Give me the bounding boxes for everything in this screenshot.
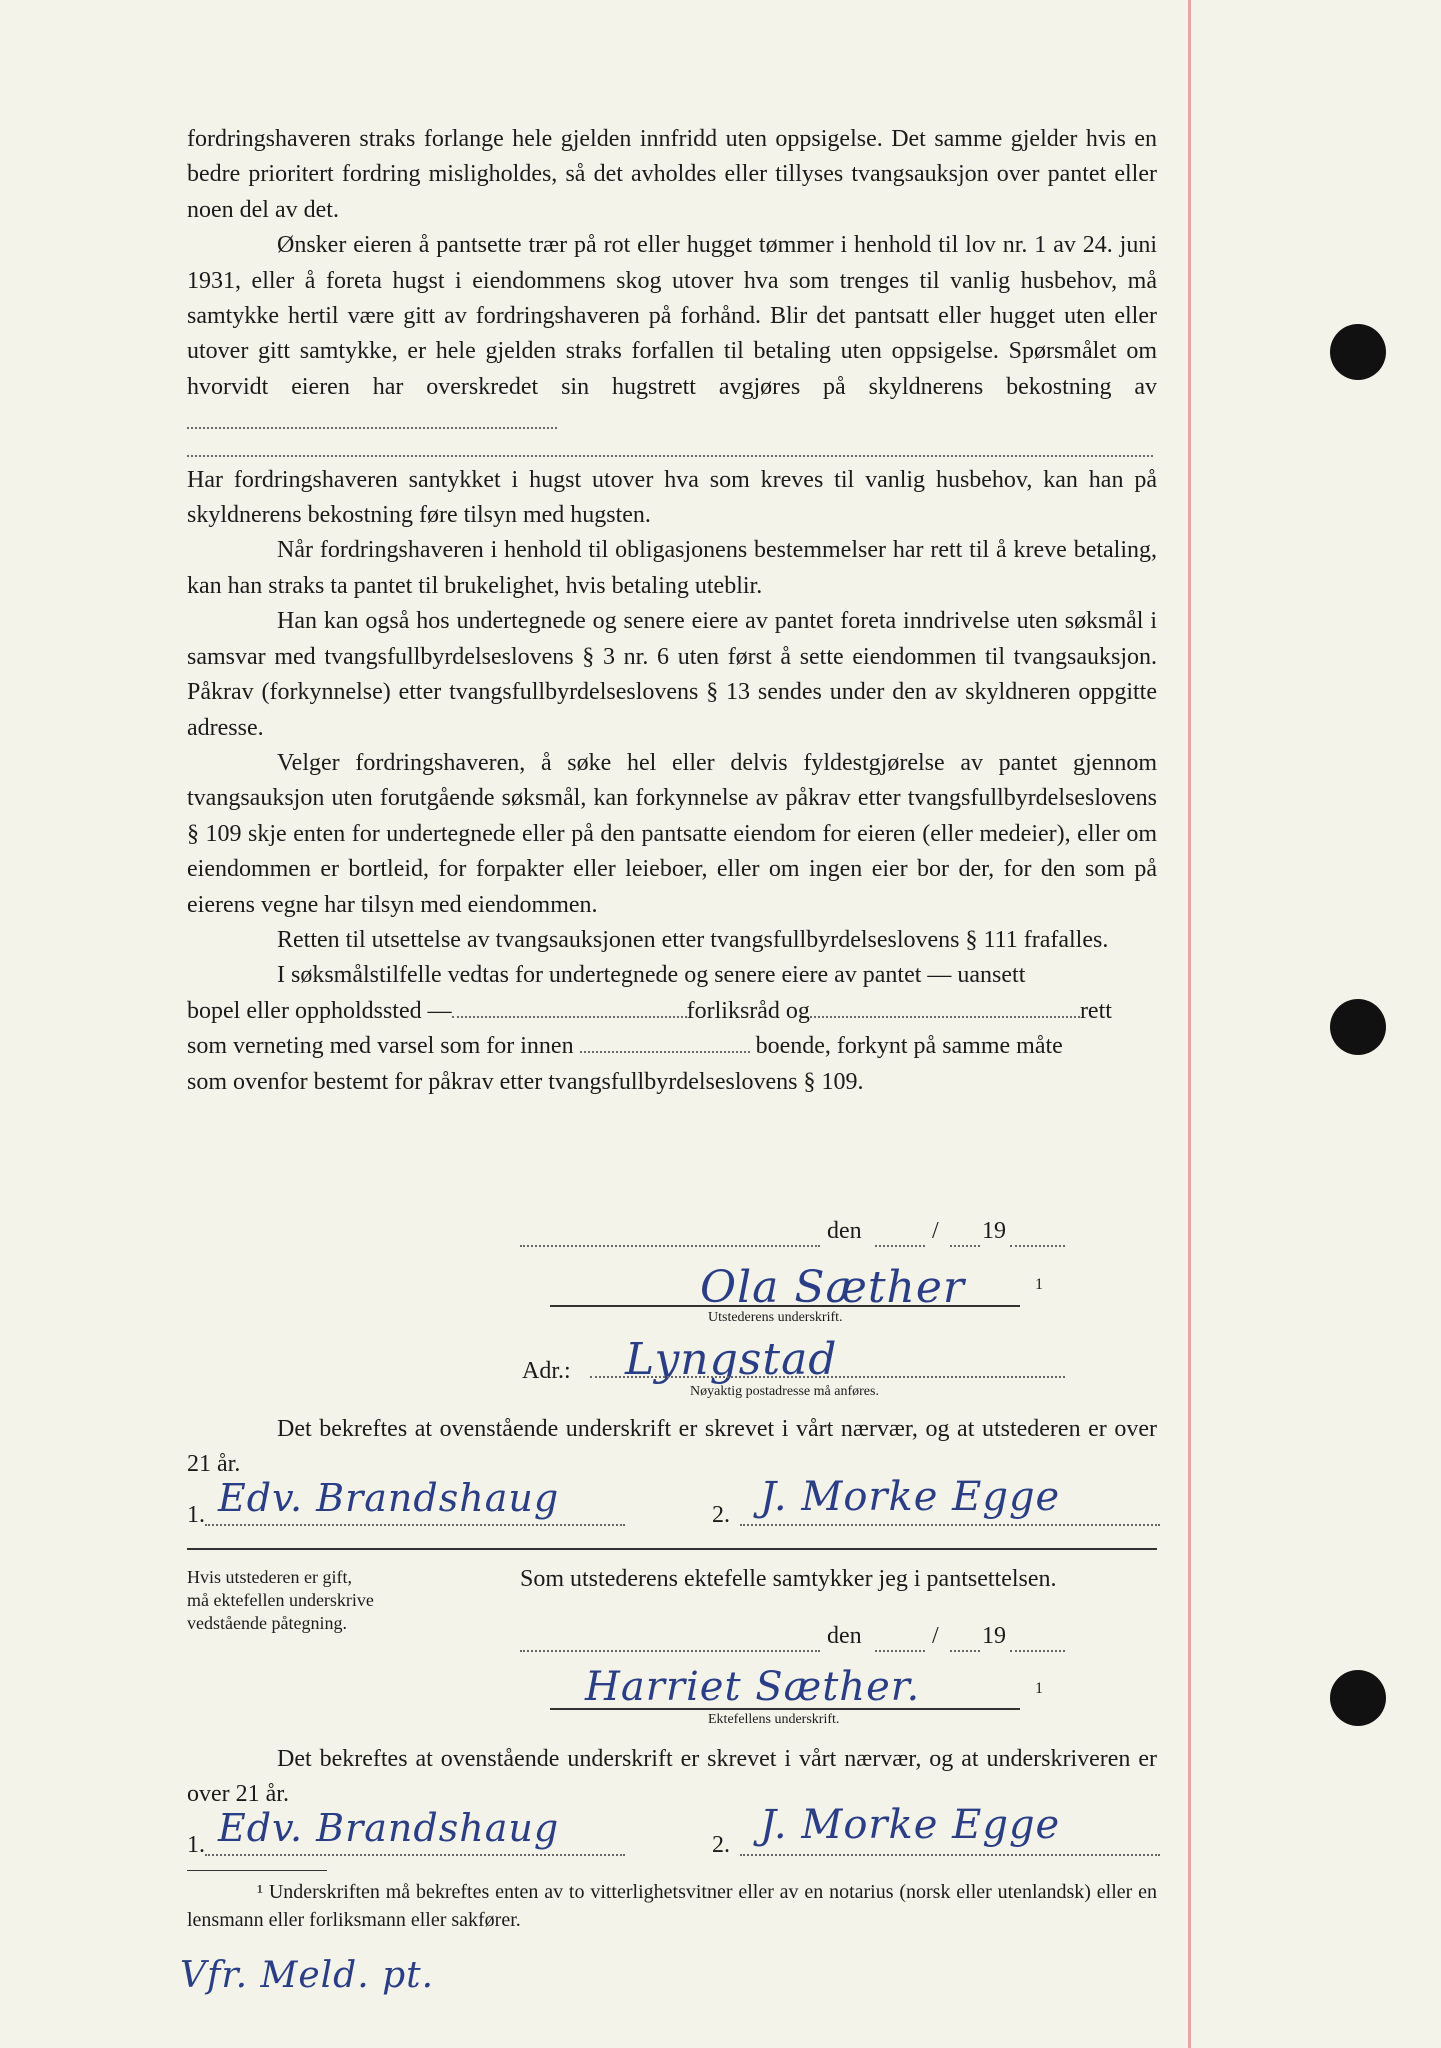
venue-line: [187, 1029, 1157, 1064]
paragraph: Han kan også hos undertegnede og senere eiere av pantet foreta inndrivelse uten søksmål i samsvar med tvangsfullbyrdelseslovens § 3 nr. 6 uten først å sette eiendommen til tvangsauksjon. Påkrav (forkynnelse) etter tvangsfullbyrdelseslovens § 13 sendes under den av skyldneren oppgitte adresse.: [187, 608, 1157, 741]
venue-text: bopel eller oppholdssted —: [187, 997, 452, 1024]
witness-signature: Edv. Brandshaug: [218, 1806, 560, 1850]
witness-signature: J. Morke Egge: [760, 1474, 1061, 1520]
witness-signature: J. Morke Egge: [760, 1802, 1061, 1848]
witness-line: [205, 1524, 625, 1526]
spouse-consent: Som utstederens ektefelle samtykker jeg i pantsettelsen.: [520, 1566, 1057, 1592]
fill-in-blank: [452, 1000, 687, 1018]
witness-number: 2.: [712, 1832, 730, 1858]
venue-line: som ovenfor bestemt for påkrav etter tvangsfullbyrdelseslovens § 109.: [187, 1068, 864, 1095]
date-den-label: den: [827, 1623, 862, 1649]
signature-line: [550, 1305, 1020, 1307]
place-blank: [520, 1245, 820, 1247]
witness-statement: Det bekreftes at ovenstående underskrift er skrevet i vårt nærvær, og at utstederen er over 21 år.: [187, 1416, 1157, 1478]
witness-line: [205, 1854, 625, 1856]
venue-text: rett: [1079, 997, 1112, 1024]
day-blank: [875, 1245, 925, 1247]
footnote: ¹ Underskriften må bekreftes enten av to vitterlighetsvitner eller av en notarius (norsk eller utenlandsk) eller en lensmann eller forliksmann eller sakfører.: [187, 1881, 1157, 1931]
witness-signature: Edv. Brandshaug: [218, 1476, 560, 1520]
venue-text: forliksråd og: [686, 997, 810, 1024]
paragraph: Når fordringshaveren i henhold til obligasjonens bestemmelser har rett til å kreve betaling, kan han straks ta pantet til brukelighet, hvis betaling uteblir.: [187, 537, 1157, 599]
date-year-prefix: 19: [982, 1623, 1006, 1649]
year-blank: [1010, 1650, 1065, 1652]
paragraph: Retten til utsettelse av tvangsauksjonen etter tvangsfullbyrdelseslovens § 111 frafalles.: [277, 926, 1109, 953]
bottom-handwritten-note: Vfr. Meld. pt.: [180, 1955, 435, 1996]
address-label: Adr.:: [522, 1358, 571, 1384]
fill-in-blank: [187, 411, 557, 429]
spouse-caption: Ektefellens underskrift.: [708, 1712, 840, 1727]
footnote-divider: [187, 1870, 327, 1871]
fill-in-line: [187, 441, 1153, 457]
spouse-note-line: Hvis utstederen er gift,: [187, 1567, 352, 1587]
paragraph: fordringshaveren straks forlange hele gjelden innfridd uten oppsigelse. Det samme gjelder hvis en bedre prioritert fordring misligholdes, så det avholdes eller tillyses tvangsauksjon over pantet eller noen del av det.: [187, 126, 1157, 223]
issuer-address-handwritten: Lyngstad: [625, 1334, 838, 1385]
spouse-signature: Harriet Sæther.: [585, 1664, 921, 1710]
paragraph: Har fordringshaveren santykket i hugst utover hva som kreves til vanlig husbehov, kan han på skyldnerens bekostning føre tilsyn med hugsten.: [187, 466, 1157, 529]
year-blank: [1010, 1245, 1065, 1247]
binder-hole: [1330, 1670, 1386, 1726]
witness-line: [740, 1524, 1160, 1526]
red-margin-line: [1188, 0, 1191, 2048]
date-year-prefix: 19: [982, 1218, 1006, 1244]
paragraph: [187, 228, 1157, 440]
venue-line: [187, 994, 1157, 1029]
month-blank: [950, 1245, 980, 1247]
month-blank: [950, 1650, 980, 1652]
date-slash: /: [932, 1218, 939, 1244]
section-divider: [187, 1548, 1157, 1550]
footnote-mark: 1: [1035, 1276, 1043, 1293]
witness-number: 1.: [187, 1832, 205, 1858]
address-caption: Nøyaktig postadresse må anføres.: [690, 1384, 879, 1399]
day-blank: [875, 1650, 925, 1652]
issuer-signature: Ola Sæther: [700, 1262, 965, 1313]
date-slash: /: [932, 1623, 939, 1649]
fill-in-blank: [580, 1035, 750, 1053]
signature-line: [550, 1708, 1020, 1710]
witness-statement: Det bekreftes at ovenstående underskrift er skrevet i vårt nærvær, og at underskriveren er over 21 år.: [187, 1746, 1157, 1808]
venue-line: I søksmålstilfelle vedtas for undertegnede og senere eiere av pantet — uansett: [277, 962, 1026, 989]
footnote-mark: 1: [1035, 1680, 1043, 1697]
document-body: [187, 122, 1157, 1100]
address-line: [590, 1376, 1065, 1378]
binder-hole: [1330, 324, 1386, 380]
venue-text: boende, forkynt på samme måte: [755, 1033, 1063, 1060]
place-blank: [520, 1650, 820, 1652]
fill-in-blank: [810, 1000, 1080, 1018]
paragraph: Velger fordringshaveren, å søke hel eller delvis fyldestgjørelse av pantet gjennom tvangsauksjon uten forutgående søksmål, kan forkynnelse av påkrav etter tvangsfullbyrdelseslovens § 109 skje enten for undertegnede eller på den pantsatte eiendom for eieren (eller medeier), eller om eiendommen er bortleid, for forpakter eller leieboer, eller om ingen eier bor der, for den som på eierens vegne har tilsyn med eiendommen.: [187, 749, 1157, 918]
witness-number: 1.: [187, 1502, 205, 1528]
issuer-caption: Utstederens underskrift.: [708, 1310, 843, 1325]
spouse-note: [187, 1566, 374, 1635]
witness-line: [740, 1854, 1160, 1856]
binder-hole: [1330, 999, 1386, 1055]
date-den-label: den: [827, 1218, 862, 1244]
venue-text: som verneting med varsel som for innen: [187, 1033, 574, 1060]
spouse-note-line: vedstående påtegning.: [187, 1613, 347, 1633]
paragraph-text: Ønsker eieren å pantsette trær på rot eller hugget tømmer i henhold til lov nr. 1 av 24. juni 1931, eller å foreta hugst i eiendommens skog utover hva som trenges til vanlig husbehov, må samtykke hertil være gitt av fordringshaveren på forhånd. Blir det pantsatt eller hugget uten eller utover gitt samtykke, er hele gjelden straks forfallen til betaling uten oppsigelse. Spørsmålet om hvorvidt eieren har overskredet sin hugstrett avgjøres på skyldnerens bekostning av: [187, 232, 1157, 400]
witness-number: 2.: [712, 1502, 730, 1528]
spouse-note-line: må ektefellen underskrive: [187, 1590, 374, 1610]
